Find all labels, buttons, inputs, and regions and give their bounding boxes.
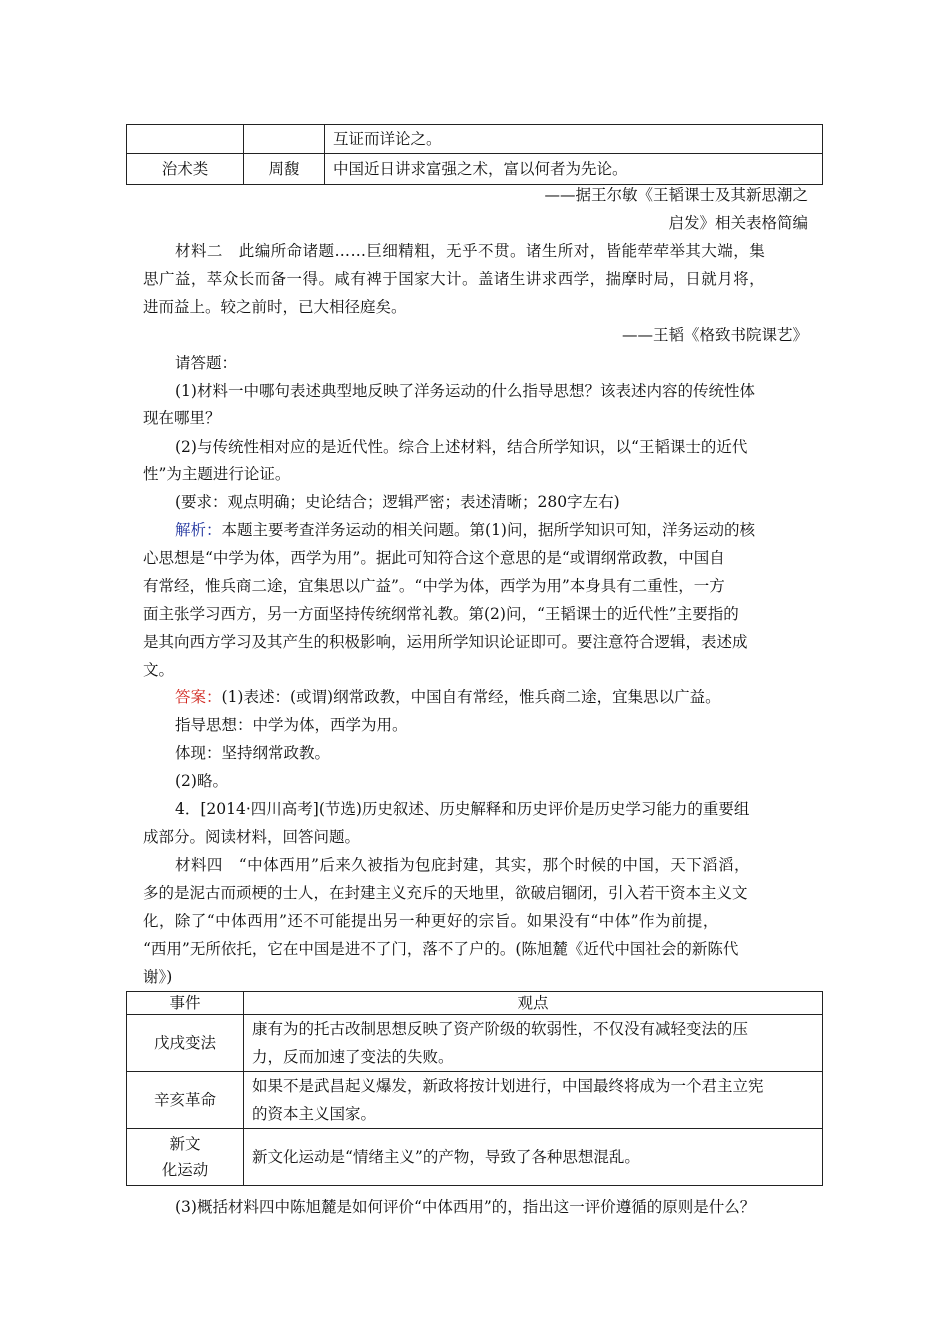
- event-line: 化运动: [161, 1161, 209, 1179]
- answer-label: 答案：: [175, 688, 222, 706]
- material-paragraph: 化，除了“中体西用”还不可能提出另一种更好的宗旨。如果没有“中体”作为前提，: [143, 912, 719, 930]
- table-row: [127, 1072, 823, 1129]
- answer-paragraph: (2)略。: [175, 772, 228, 790]
- answer-paragraph: [175, 683, 808, 711]
- answer-paragraph: 体现：坚持纲常政教。: [175, 744, 331, 762]
- catalog-table: [126, 124, 823, 185]
- table-row: [127, 1129, 823, 1186]
- viewpoint-cell: [244, 1072, 823, 1129]
- viewpoint-line: 如果不是武昌起义爆发，新政将按计划进行，中国最终将成为一个君主立宪: [252, 1077, 764, 1095]
- table-row: [127, 125, 823, 154]
- analysis-paragraph: 文。: [143, 661, 175, 679]
- source-citation: ——王韬《格致书院课艺》: [621, 326, 808, 344]
- analysis-text: 本题主要考查洋务运动的相关问题。第(1)问，据所学知识可知，洋务运动的核: [221, 521, 755, 539]
- question-text: 4．[2014·四川高考](节选)历史叙述、历史解释和历史评价是历史学习能力的重要组: [175, 800, 750, 818]
- question-text: 性”为主题进行论证。: [143, 465, 291, 483]
- analysis-paragraph: 面主张学习西方，另一方面坚持传统纲常礼教。第(2)问，“王韬课士的近代性”主要指的: [143, 605, 739, 623]
- event-cell: 戊戌变法: [127, 1015, 244, 1072]
- material-paragraph: 思广益，萃众长而备一得。咸有裨于国家大计。盖诸生讲求西学，揣摩时局，日就月将，: [143, 270, 766, 288]
- content-cell: 中国近日讲求富强之术，富以何者为先论。: [325, 154, 823, 185]
- analysis-label: 解析：: [175, 521, 222, 539]
- table-row: [127, 1015, 823, 1072]
- answer-paragraph: 指导思想：中学为体，西学为用。: [175, 716, 408, 734]
- analysis-paragraph: 有常经，惟兵商二途，宜集思以广益”。“中学为体，西学为用”本身具有二重性，一方: [143, 577, 725, 595]
- material-paragraph: 谢》): [143, 968, 173, 986]
- question-text: (1)材料一中哪句表述典型地反映了洋务运动的什么指导思想？该表述内容的传统性体: [175, 382, 755, 400]
- column-header: 观点: [244, 992, 823, 1015]
- event-cell: [127, 1129, 244, 1186]
- author-cell: 周馥: [244, 154, 325, 185]
- viewpoint-table: [126, 991, 823, 1186]
- content-cell: 互证而详论之。: [325, 125, 823, 154]
- question-text: 成部分。阅读材料，回答问题。: [143, 828, 361, 846]
- material-paragraph: “西用”无所依托，它在中国是进不了门，落不了户的。(陈旭麓《近代中国社会的新陈代: [143, 940, 739, 958]
- question-text: (2)与传统性相对应的是近代性。综合上述材料，结合所学知识，以“王韬课士的近代: [175, 438, 748, 456]
- material-paragraph: 多的是泥古而顽梗的士人，在封建主义充斥的天地里，欲破启锢闭，引入若干资本主义文: [143, 884, 748, 902]
- viewpoint-cell: 新文化运动是“情绪主义”的产物，导致了各种思想混乱。: [244, 1129, 823, 1186]
- prompt-text: 请答题：: [175, 354, 238, 372]
- question-text: 现在哪里？: [143, 409, 221, 427]
- column-header: 事件: [127, 992, 244, 1015]
- analysis-paragraph: 心思想是“中学为体，西学为用”。据此可知符合这个意思的是“或谓纲常政教，中国自: [143, 549, 725, 567]
- source-citation: 启发》相关表格简编: [668, 214, 808, 232]
- requirement-text: (要求：观点明确；史论结合；逻辑严密；表述清晰；280字左右): [175, 493, 620, 511]
- material-paragraph: 材料四 “中体西用”后来久被指为包庇封建，其实，那个时候的中国，天下滔滔，: [175, 856, 751, 874]
- material-paragraph: 材料二 此编所命诸题……巨细精粗，无乎不贯。诸生所对，皆能荦荦举其大端，集: [175, 242, 766, 260]
- source-citation: ——据王尔敏《王韬课士及其新思潮之: [544, 186, 808, 204]
- viewpoint-line: 康有为的托古改制思想反映了资产阶级的软弱性，不仅没有减轻变法的压: [252, 1020, 749, 1038]
- table-row: [127, 154, 823, 185]
- category-cell: [127, 125, 244, 154]
- answer-text: (1)表述：(或谓)纲常政教，中国自有常经，惟兵商二途，宜集思以广益。: [221, 688, 721, 706]
- author-cell: [244, 125, 325, 154]
- analysis-paragraph: [175, 516, 808, 544]
- material-paragraph: 进而益上。较之前时，已大相径庭矣。: [143, 298, 407, 316]
- question-text: (3)概括材料四中陈旭麓是如何评价“中体西用”的，指出这一评价遵循的原则是什么？: [175, 1198, 756, 1216]
- analysis-paragraph: 是其向西方学习及其产生的积极影响，运用所学知识论证即可。要注意符合逻辑，表述成: [143, 633, 748, 651]
- viewpoint-cell: [244, 1015, 823, 1072]
- event-line: 新文: [169, 1135, 201, 1153]
- viewpoint-line: 力，反而加速了变法的失败。: [252, 1048, 454, 1066]
- event-cell: 辛亥革命: [127, 1072, 244, 1129]
- table-header-row: [127, 992, 823, 1015]
- viewpoint-line: 的资本主义国家。: [252, 1105, 377, 1123]
- category-cell: 治术类: [127, 154, 244, 185]
